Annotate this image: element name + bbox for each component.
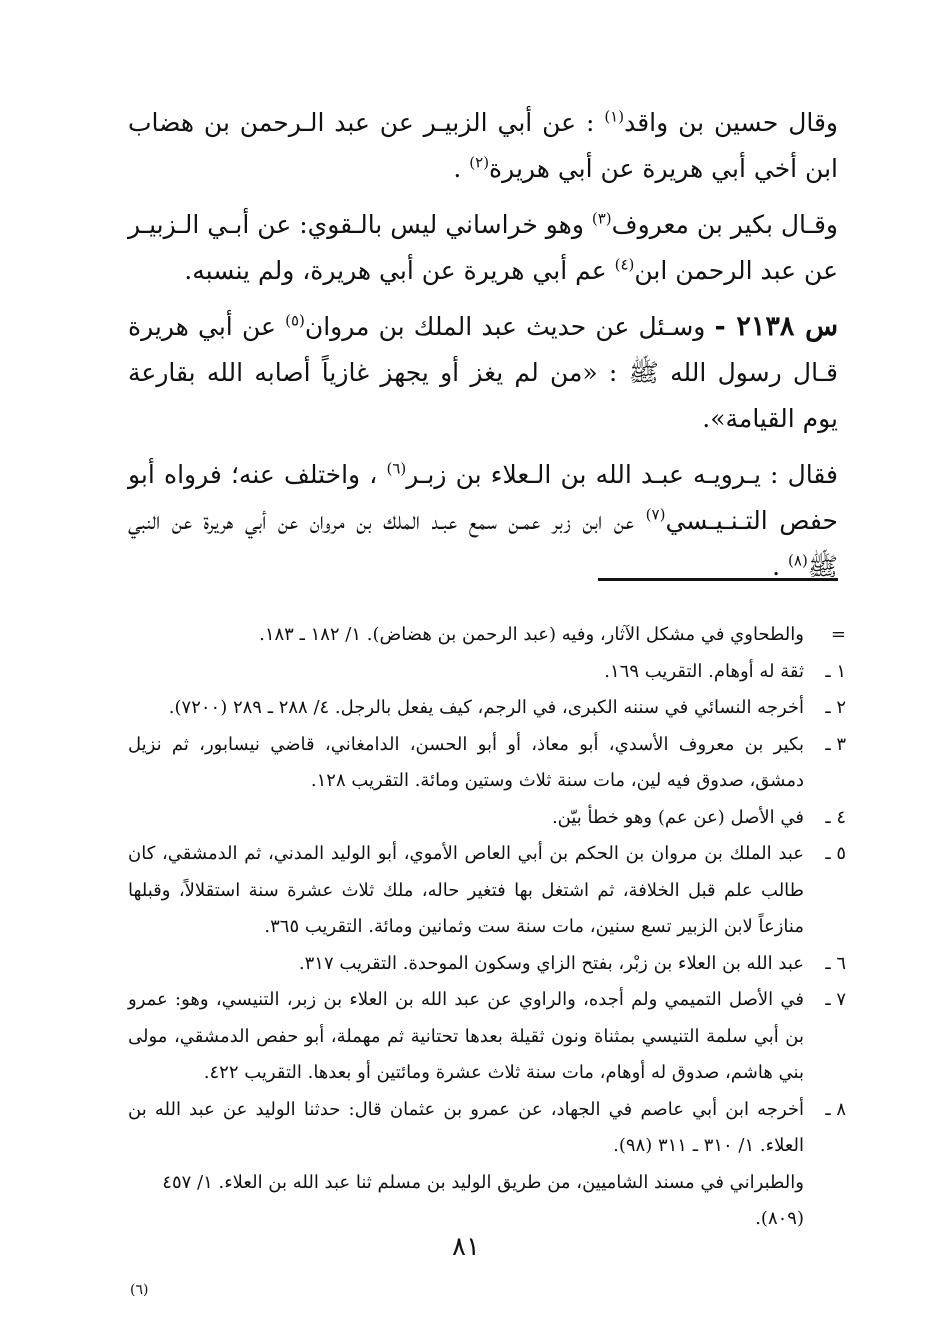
footnote	[128, 727, 846, 800]
paragraph-text: عن أبي هريرة قـال رسول الله ﷺ : «من لم يغز أو يجهز غازياً أصابه الله بقارعة يوم القيامة».	[128, 312, 838, 433]
footnote-text: عبد الملك بن مروان بن الحكم بن أبي العاص الأموي، أبو الوليد المدني، ثم الدمشقي، كان طالب علم قبل الخلافة، ثم اشتغل بها فتغير حاله، ملك ثلاث عشرة سنة استقلالاً، وقبلها منازعاً لابن الزبير تسع سنين، مات سنة ست وثمانين ومائة. التقريب ٣٦٥.	[128, 843, 804, 937]
paragraph-text: .	[772, 552, 789, 581]
footnote-number: ٨ ـ	[825, 1098, 846, 1120]
footnote-ref: (٦)	[386, 459, 407, 478]
footnote-text: أخرجه النسائي في سننه الكبرى، في الرجم، كيف يفعل بالرجل. ٤/ ٢٨٨ ـ ٢٨٩ (٧٢٠٠).	[168, 697, 804, 718]
footnote-ref: (٥)	[285, 311, 305, 330]
footnote	[128, 1092, 846, 1165]
footnote-ref: (١)	[604, 107, 625, 126]
main-text	[128, 100, 838, 600]
page-number: ٨١	[452, 1232, 480, 1262]
footnote	[128, 617, 846, 654]
paragraph-text: .	[453, 154, 470, 183]
paragraph-text: وهو خراساني ليس بالـقوي: عن أبـي الـزبيـر عن عبد الرحمن ابن	[128, 210, 838, 285]
footnote-number: ٢ ـ	[825, 697, 846, 718]
footnote-text: أخرجه ابن أبي عاصم في الجهاد، عن عمرو بن عثمان قال: حدثنا الوليد عن عبد الله بن العلاء. ١/ ٣١٠ ـ ٣١١ (٩٨).	[128, 1098, 804, 1156]
footnote-ref: (٤)	[614, 255, 635, 274]
question-paragraph	[128, 304, 838, 442]
footnote	[128, 654, 846, 691]
footnote-continuation: والطبراني في مسند الشاميين، من طريق الوليد بن مسلم ثنا عبد الله بن العلاء. ١/ ٤٥٧ (٨٠٩).	[162, 1171, 804, 1229]
footnote-ref: (٧)	[645, 505, 666, 524]
footnote-text: في الأصل التميمي ولم أجده، والراوي عن عبد الله بن العلاء بن زبر، التنيسي، وهو: عمرو بن أبي سلمة التنيسي بمثناة ونون ثقيلة بعدها تحتانية ثم مهملة، أبو حفص الدمشقي، مولى بني هاشم، صدوق له أوهام، مات سنة ثلاث عشرة ومائتين أو بعدها. التقريب ٤٢٢.	[128, 989, 804, 1083]
footnote	[128, 690, 846, 727]
footnote-text: ثقة له أوهام. التقريب ١٦٩.	[604, 660, 804, 682]
footnotes	[128, 617, 846, 1238]
signature-mark: (٦)	[130, 1282, 149, 1298]
footnote-number: =	[830, 624, 846, 645]
paragraph	[128, 452, 838, 590]
paragraph-text: عن ابن زبر عمـن سمع عبـد الملك بن مروان عن أبي هريرة عن النبي ﷺ	[128, 506, 838, 581]
footnote-number: ٦ ـ	[825, 952, 846, 974]
footnote-text: والطحاوي في مشكل الآثار، وفيه (عبد الرحمن بن هضاض). ١/ ١٨٢ ـ ١٨٣.	[259, 624, 804, 645]
footnote-text: في الأصل (عن عم) وهو خطأ بيّن.	[551, 806, 804, 828]
footnote-ref: (٢)	[469, 153, 490, 172]
paragraph	[128, 100, 838, 192]
footnote	[128, 982, 846, 1092]
footnote-divider	[598, 578, 838, 581]
paragraph-text: وسـئل عن حديث عبد الملك بن مروان	[304, 312, 715, 341]
footnote-ref: (٣)	[591, 209, 612, 228]
paragraph-text: : عن أبي الزبيـر عن عبد الـرحمن بن هضاب ابن أخي أبي هريرة عن أبي هريرة	[128, 108, 838, 183]
paragraph-text: ، واختلف عنه؛ فرواه أبو حفص التـنـيـسي	[128, 460, 839, 535]
footnote-text: بكير بن معروف الأسدي، أبو معاذ، أو أبو الحسن، الدامغاني، قاضي نيسابور، ثم نزيل دمشق، صدوق فيه لين، مات سنة ثلاث وستين ومائة. التقريب ١٢٨.	[128, 733, 804, 791]
footnote	[128, 946, 846, 983]
paragraph-text: فقال : يـرويـه عبـد الله بن الـعلاء بن زبـر	[406, 460, 838, 489]
paragraph-text: عم أبي هريرة عن أبي هريرة، ولم ينسبه.	[184, 256, 615, 285]
footnote-number: ١ ـ	[825, 660, 846, 682]
footnote-number: ٤ ـ	[825, 806, 846, 828]
paragraph-text: وقـال بكير بن معروف	[611, 210, 838, 239]
footnote-text: عبد الله بن العلاء بن زبْر، بفتح الزاي وسكون الموحدة. التقريب ٣١٧.	[298, 952, 804, 974]
footnote-number: ٧ ـ	[825, 989, 846, 1010]
footnote	[128, 836, 846, 946]
footnote-ref: (٨)	[788, 551, 808, 570]
footnote-number: ٣ ـ	[825, 733, 846, 755]
paragraph-text: وقال حسين بن واقد	[624, 108, 838, 137]
paragraph	[128, 202, 838, 294]
footnote-number: ٥ ـ	[825, 843, 846, 864]
question-number: س ٢١٣٨ -	[714, 311, 839, 342]
footnote	[128, 800, 846, 837]
